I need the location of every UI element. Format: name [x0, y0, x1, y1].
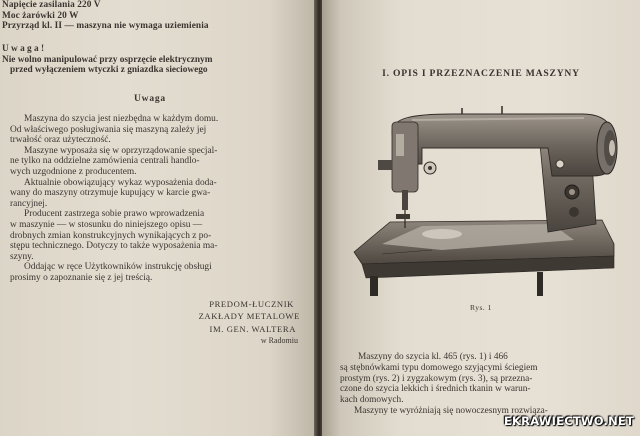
- warning-title: U w a g a !: [2, 44, 45, 54]
- text-line: Oddając w ręce Użytkowników instrukcję obsługi: [24, 262, 212, 273]
- text-line: Maszyny te wyróżniają się nowoczesnym rozwiąza-: [354, 405, 548, 416]
- spec-line: Przyrząd kl. II — maszyna nie wymaga uziemienia: [2, 21, 209, 31]
- text-line: kach domowych.: [340, 395, 404, 406]
- publisher-city: w Radomiu: [260, 335, 298, 345]
- text-line: Od właściwego posługiwania się maszyną zależy jej: [10, 124, 207, 135]
- notice-body: [10, 114, 294, 284]
- description-body: [340, 352, 636, 417]
- text-line: Producent zastrzega sobie prawo wprowadzenia: [24, 209, 205, 220]
- spec-line: Napięcie zasilania 220 V: [2, 0, 101, 10]
- text-line: drobnych zmian konstrukcyjnych wynikających z po-: [10, 230, 212, 241]
- section-title: I. OPIS I PRZEZNACZENIE MASZYNY: [382, 68, 580, 79]
- safety-warning: [2, 44, 212, 76]
- warning-line: Nie wolno manipulować przy osprzęcie elektrycznym: [2, 54, 213, 65]
- publisher-line: IM. GEN. WALTERA: [209, 323, 296, 334]
- text-line: Maszyna do szycia jest niezbędna w każdym domu.: [24, 114, 219, 124]
- site-watermark: EKRAWIECTWO.NET: [503, 414, 634, 428]
- publisher-line: PREDOM-ŁUCZNIK: [209, 299, 294, 309]
- text-line: Maszyne wyposaża się w oprzyrządowanie specjal-: [24, 145, 218, 156]
- text-line: Maszyny do szycia kl. 465 (rys. 1) i 466: [358, 352, 508, 362]
- text-line: są stębnówkami typu domowego szyjącymi ściegiem: [340, 362, 538, 373]
- left-page: [0, 0, 316, 436]
- publisher-block: [150, 298, 300, 347]
- text-line: rancyjnej.: [10, 198, 48, 209]
- text-line: szyny.: [10, 251, 34, 262]
- text-line: ne tylko na oddzielne zamówienia centrali handlo-: [10, 156, 200, 167]
- text-line: Aktualnie obowiązujący wykaz wyposażenia doda-: [24, 177, 217, 188]
- text-line: prostym (rys. 2) i zygzakowym (rys. 3), są przezna-: [340, 373, 533, 384]
- sewing-machine-illustration: [352, 104, 624, 300]
- text-line: wany do maszyny otrzymuje kupujący w karcie gwa-: [10, 188, 211, 199]
- figure-caption: Rys. 1: [470, 303, 492, 312]
- text-line: trwałość oraz użyteczność.: [10, 135, 111, 146]
- electrical-specs: [2, 0, 209, 32]
- text-line: prosimy o zapoznanie się z jej treścią.: [10, 272, 153, 283]
- notice-heading: Uwaga: [134, 94, 166, 104]
- publisher-line: ZAKŁADY METALOWE: [198, 311, 300, 322]
- text-line: w maszynie — w stosunku do niniejszego opisu —: [10, 219, 203, 230]
- warning-line: przed wyłączeniem wtyczki z gniazdka sieciowego: [10, 65, 208, 75]
- text-line: stępu technicznego. Dotyczy to także wyposażenia ma-: [10, 241, 218, 252]
- text-line: wych uzgodnione z producentem.: [10, 166, 137, 177]
- right-page: [322, 0, 640, 436]
- spec-line: Moc żarówki 20 W: [2, 10, 79, 21]
- text-line: czone do szycia lekkich i średnich tkanin w warun-: [340, 384, 531, 395]
